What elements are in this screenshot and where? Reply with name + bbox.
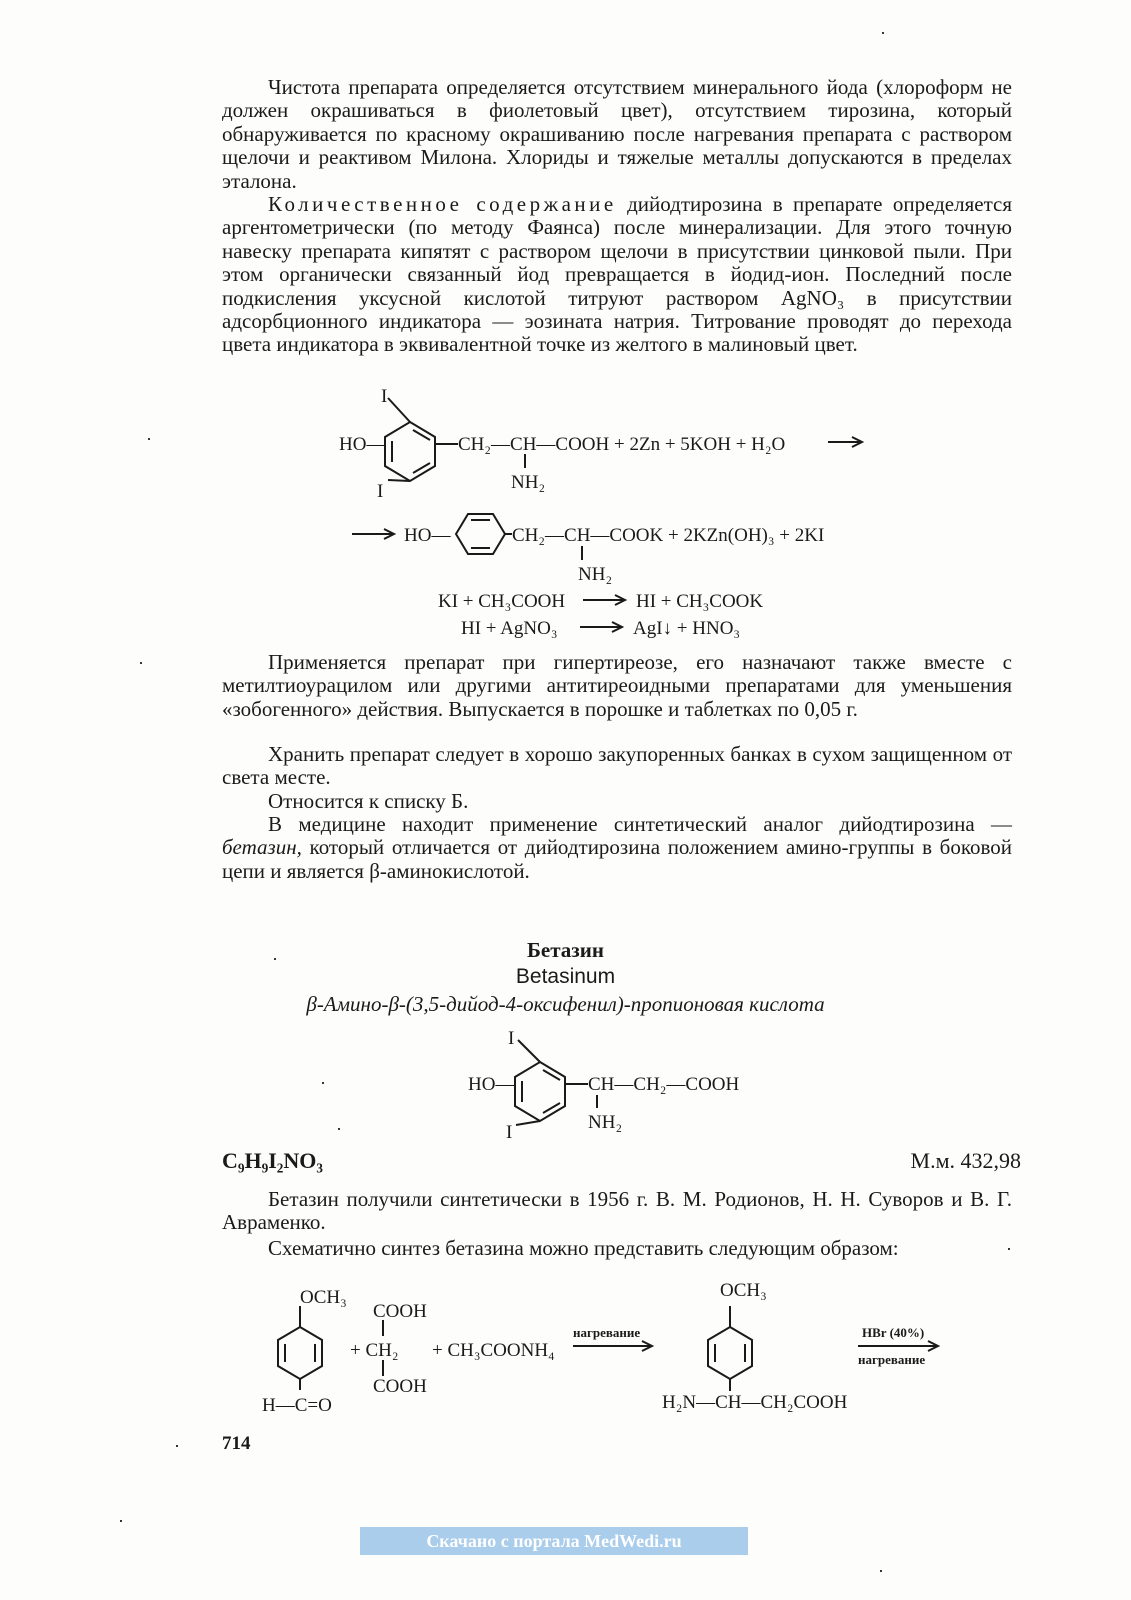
section-iupac-name: β-Амино-β-(3,5-дийод-4-оксифенил)-пропионовая кислота (306, 992, 825, 1016)
arrow2-bottom-label: нагревание (858, 1352, 926, 1367)
reaction4-left: HI + AgNO₃ (461, 618, 558, 639)
paragraph-list: Относится к списку Б. (268, 789, 469, 813)
molecular-formula: C₉H₉I₂NO₃ (222, 1148, 323, 1173)
arrow1-label: нагревание (573, 1325, 641, 1340)
scan-speck (274, 958, 276, 960)
section-title: Бетазин (527, 938, 604, 962)
synthesis-och3-b: OCH₃ (720, 1280, 767, 1301)
synthesis-cooh-bottom: COOH (373, 1376, 427, 1397)
paragraph-history: Бетазин получили синтетически в 1956 г. В. М. Родионов, Н. Н. Суворов и В. Г. Авраменко. (222, 1187, 1012, 1235)
download-banner[interactable]: Скачано с портала MedWedi.ru (360, 1527, 748, 1555)
paragraph-purity: Чистота препарата определяется отсутствием минерального йода (хлороформ не должен окрашиваться в фиолетовый цвет), отсутствием тирозина, который обнаруживается по красному окрашиванию после нагревания препарата с раствором щелочи и реактивом Милона. Хлориды и тяжелые металлы допускаются в пределах эталона. (222, 75, 1012, 193)
scan-speck (880, 1570, 882, 1572)
page-number: 714 (222, 1433, 251, 1454)
paragraph-storage: Хранить препарат следует в хорошо закупоренных банках в сухом защищенном от света месте. (222, 742, 1012, 790)
paragraph-synthesis: Схематично синтез бетазина можно представить следующим образом: (268, 1236, 899, 1260)
scan-speck (322, 1082, 324, 1084)
synthesis-ch2: + CH₂ (350, 1340, 399, 1361)
section-latin-name: Betasinum (515, 965, 616, 988)
hydroxy-label: HO— (339, 434, 386, 455)
betazin-chain: CH—CH₂—COOH (588, 1074, 740, 1095)
analog-italic: бетазин, (222, 835, 302, 860)
arrow-2 (352, 529, 394, 539)
reaction1-chain: CH₂—CH—COOH + 2Zn + 5KOH + H₂O (458, 434, 786, 455)
arrow-3 (583, 595, 625, 605)
arrow2-top-label: HBr (40%) (862, 1325, 925, 1340)
scan-speck (148, 438, 150, 440)
reaction3-left: KI + CH₃COOH (438, 591, 566, 612)
arrow-4 (580, 622, 622, 632)
arrow-1 (828, 437, 862, 447)
scan-speck (176, 1445, 178, 1447)
paragraph-analog (222, 813, 1012, 883)
analog-text-b: который отличается от дийодтирозина положением амино-группы в боковой цепи и является β-аминокислотой. (222, 835, 1012, 883)
betazin-hydroxy: HO— (468, 1074, 515, 1095)
synthesis-cooh-top: COOH (373, 1301, 427, 1322)
reaction2-chain: CH₂—CH—COOK + 2KZn(OH)₃ + 2KI (512, 525, 825, 546)
iodine-top-label: I (381, 386, 388, 407)
scan-speck (1008, 1248, 1010, 1250)
spaced-heading: Количественное содержание (268, 192, 617, 216)
reaction4-right: AgI↓ + HNO₃ (633, 618, 741, 639)
iodine-bottom-label: I (377, 481, 384, 502)
synthesis-product-chain: H₂N—CH—CH₂COOH (662, 1392, 848, 1413)
paragraph-usage: Применяется препарат при гипертиреозе, его назначают также вместе с метилтиоурацилом или другими антитиреоидными препаратами для уменьшения «зобогенного» действия. Выпускается в порошке и таблетках по 0,05 г. (222, 650, 1012, 721)
betazin-iodine-top: I (508, 1028, 515, 1049)
betazin-iodine-bottom: I (506, 1122, 513, 1143)
scan-speck (338, 1128, 340, 1130)
analog-text-a: В медицине находит применение синтетический аналог дийодтирозина — (268, 812, 1012, 836)
synthesis-reagent: + CH₃COONH₄ (432, 1340, 555, 1361)
betazin-structure (515, 1040, 597, 1125)
scan-speck (140, 662, 142, 664)
scan-speck (882, 32, 884, 34)
paragraph-quantitative-text: дийодтирозина в препарате определяется аргентометрически (по методу Фаянса) после минерализации. Для этого точную навеску препарата кипятят с раствором щелочи в присутствии цинковой пыли. При этом органически связанный йод превращается в йодид-ион. Последний после подкисления уксусной кислотой титруют раствором AgNO₃ в присутствии адсорбционного индикатора — эозината натрия. Титрование проводят до перехода цвета индикатора в эквивалентной точке из желтого в малиновый цвет. (222, 192, 1012, 357)
synthesis-aldehyde: H—C=O (262, 1395, 332, 1416)
synthesis-och3-a: OCH₃ (300, 1287, 347, 1308)
reaction1-nh2: NH₂ (511, 472, 546, 493)
reaction2-hydroxy: HO— (404, 525, 451, 546)
reaction3-right: HI + CH₃COOK (636, 591, 764, 612)
betazin-nh2: NH₂ (588, 1112, 623, 1133)
molecular-mass: М.м. 432,98 (910, 1148, 1021, 1173)
scan-speck (120, 1520, 122, 1522)
reaction2-nh2: NH₂ (578, 564, 613, 585)
